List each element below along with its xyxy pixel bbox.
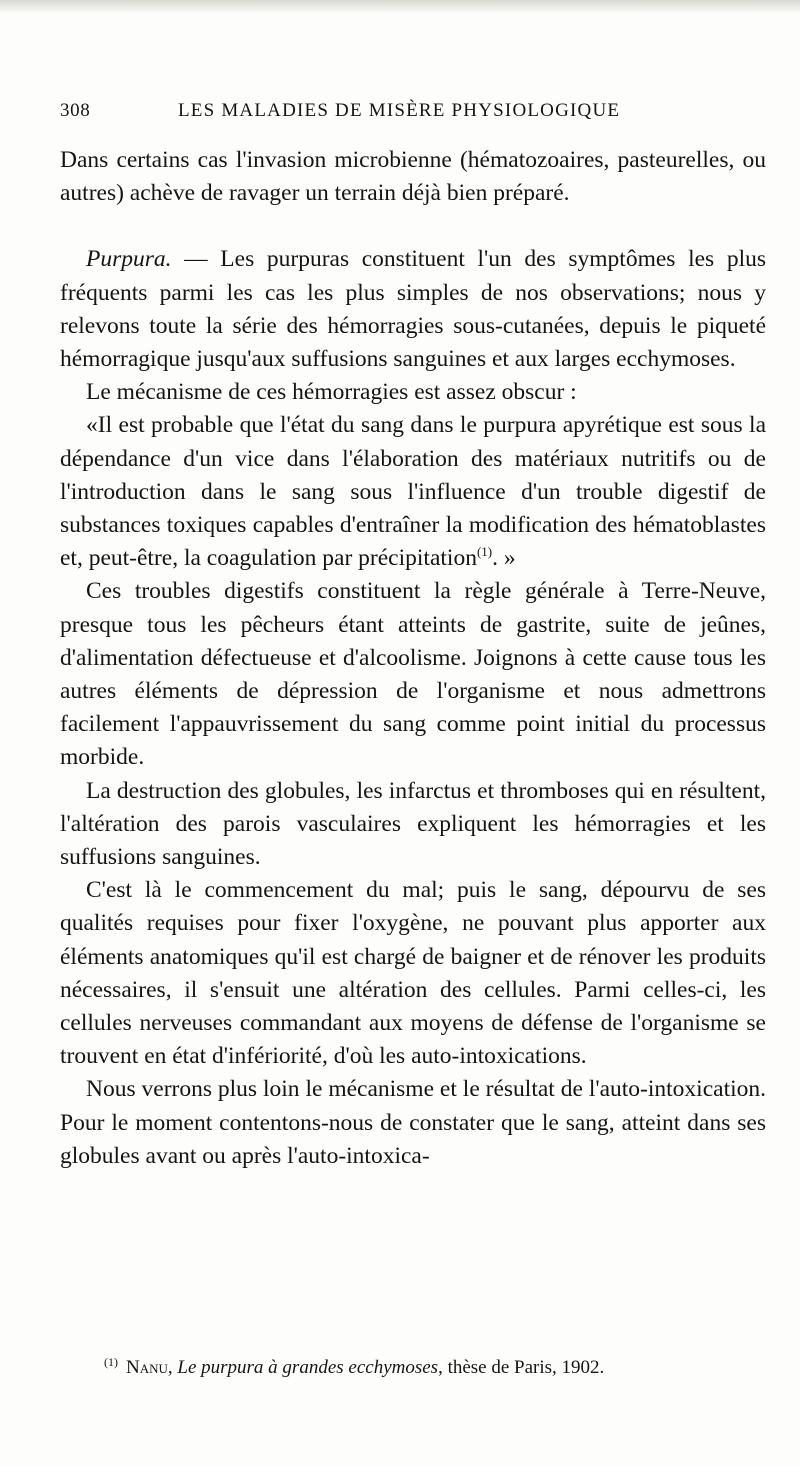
scan-edge-shadow	[0, 0, 800, 14]
quote-text: «Il est probable que l'état du sang dans le purpura apyrétique est sous la dépendance d'un vice dans l'élaboration des matériaux nutritifs ou de l'introduction dans le sang sous l'influence d'un trouble digestif de substances toxiques capables d'entraîner la modification des hématoblastes et, peut-être, la coagulation par précipitation	[60, 412, 766, 572]
page-header	[60, 100, 760, 130]
footnote-rest: , thèse de Paris, 1902.	[438, 1357, 605, 1378]
paragraph-beginning: C'est là le commencement du mal; puis le sang, dépourvu de ses qualités requises pour fixer l'oxygène, ne pouvant plus apporter aux éléments anatomiques qu'il est chargé de baigner et de rénover les produits nécessaires, il s'ensuit une altération des cellules. Parmi celles-ci, les cellules nerveuses commandant aux moyens de défense de l'organisme se trouvent en état d'infériorité, d'où les auto-intoxications.	[60, 877, 766, 1070]
paragraph-digestive: Ces troubles digestifs constituent la règle générale à Terre-Neuve, presque tous les pêcheurs étant atteints de gastrite, suite de jeûnes, d'alimentation défectueuse et d'alcoolisme. Joignons à cette cause tous les autres éléments de dépression de l'organisme et nous admettrons facilement l'appauvrissement du sang comme point initial du processus morbide.	[60, 578, 766, 771]
footnote-mark: (1)	[104, 1354, 118, 1369]
page-number: 308	[60, 100, 91, 121]
running-title: LES MALADIES DE MISÈRE PHYSIOLOGIQUE	[178, 100, 621, 121]
paragraph-mechanism: Le mécanisme de ces hémorragies est assez obscur :	[86, 379, 577, 406]
footnote-author: Nanu	[126, 1357, 168, 1378]
quote-end: . »	[492, 545, 516, 572]
paragraph-purpura-text: — Les purpuras constituent l'un des symptômes les plus fréquents parmi les cas les plus simples de nos observations; nous y relevons toute la série des hémorragies sous-cutanées, depuis le piqueté hémorragique jusqu'aux suffusions sanguines et aux larges ecchymoses.	[60, 246, 766, 373]
paragraph-destruction: La destruction des globules, les infarctus et thromboses qui en résultent, l'altération des parois vasculaires expliquent les hémorragies et les suffusions sanguines.	[60, 777, 766, 871]
footnote-separator: ,	[167, 1357, 178, 1378]
footnote-title: Le purpura à grandes ecchymoses	[177, 1357, 439, 1378]
section-heading-purpura: Purpura.	[86, 246, 172, 273]
footnote	[104, 1356, 764, 1380]
body-text	[60, 144, 766, 1173]
paragraph-quote	[60, 409, 766, 575]
footnote-reference[interactable]: (1)	[476, 544, 493, 560]
paragraph-invasion: Dans certains cas l'invasion microbienne (hématozoaires, pasteurelles, ou autres) achève de ravager un terrain déjà bien préparé.	[60, 147, 766, 207]
paragraph-auto-intoxication: Nous verrons plus loin le mécanisme et le résultat de l'auto-intoxication. Pour le moment contentons-nous de constater que le sang, atteint dans ses globules avant ou après l'auto-intoxica-	[60, 1076, 766, 1169]
paragraph-purpura	[60, 243, 766, 376]
